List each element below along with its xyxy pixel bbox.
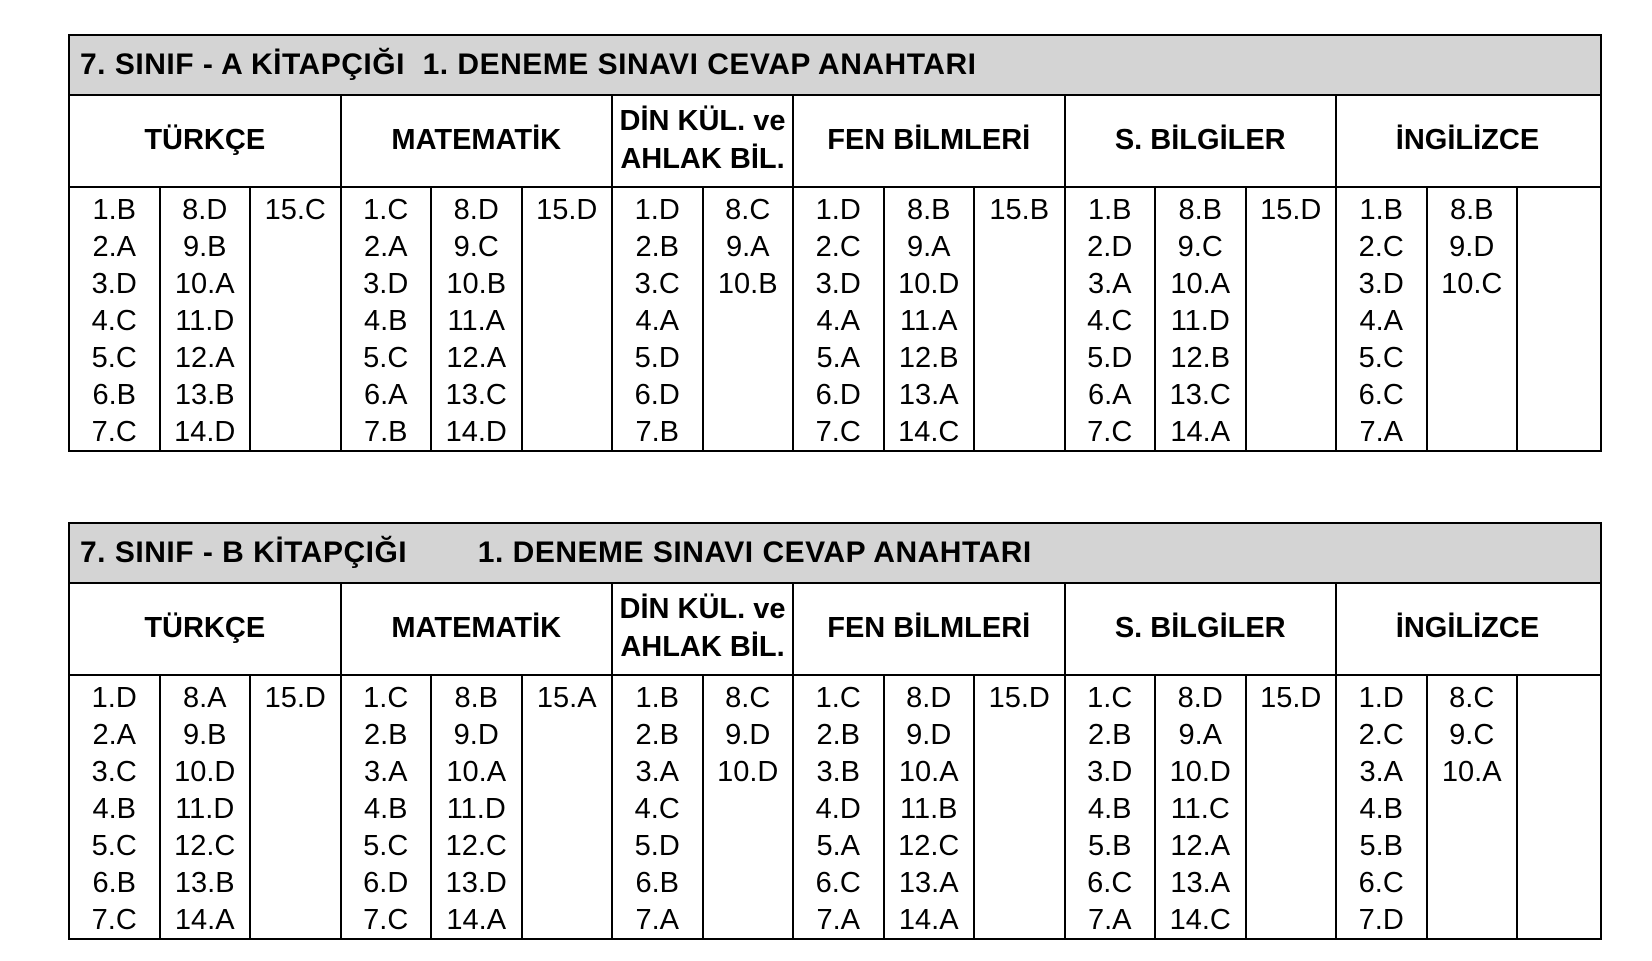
subject-header-fen-bilimleri: FEN BİLMLERİ [794,96,1066,186]
answer-cell: 15.D [988,682,1050,714]
answer-cell: 13.B [174,379,235,411]
answer-column-matematik-3 [523,188,614,450]
answer-cell: 15.C [264,194,326,226]
answer-cell: 6.C [1358,379,1404,411]
answer-column-turkce-1 [70,188,161,450]
answer-cell: 3.C [634,268,680,300]
answer-column-sosyal-bilgiler-3 [1247,188,1338,450]
answer-column-sosyal-bilgiler-2 [1156,676,1247,938]
answer-cell: 3.D [1087,756,1133,788]
answer-column-turkce-2 [161,188,252,450]
answer-cell: 10.D [717,756,779,788]
answer-cell: 8.D [1177,682,1223,714]
answer-cell: 12.A [174,342,235,374]
answer-column-turkce-2 [161,676,252,938]
answer-column-ingilizce-2 [1428,676,1519,938]
answer-cell: 3.A [635,756,680,788]
answer-cell: 5.D [634,342,680,374]
answer-cell: 8.B [906,194,951,226]
answer-cell: 4.B [1359,793,1404,825]
answer-column-matematik-3 [523,676,614,938]
answer-cell: 5.C [1358,342,1404,374]
subject-header-din-kulturu: DİN KÜL. ve AHLAK BİL. [613,584,794,674]
answer-cell: 6.A [363,379,408,411]
subject-header-row [70,96,1600,188]
answer-cell: 2.B [1087,719,1132,751]
answer-cell: 9.C [453,231,499,263]
answer-cell: 1.B [1087,194,1132,226]
answer-cell: 5.C [91,830,137,862]
answer-cell: 6.B [92,867,137,899]
table-title: 7. SINIF - A KİTAPÇIĞI 1. DENEME SINAVI CEVAP ANAHTARI [70,36,1600,96]
answer-cell: 4.A [1359,305,1404,337]
answer-cell: 7.B [363,416,408,448]
answer-cell: 5.C [363,342,409,374]
subject-header-sosyal-bilgiler: S. BİLGİLER [1066,584,1338,674]
answer-cell: 4.B [92,793,137,825]
answer-cell: 4.D [815,793,861,825]
subject-header-matematik: MATEMATİK [342,584,614,674]
answer-cell: 10.A [1170,268,1231,300]
answer-column-din-kulturu-1 [613,676,704,938]
answer-cell: 3.C [91,756,137,788]
answer-cell: 9.B [182,719,227,751]
answer-column-ingilizce-3 [1518,676,1598,938]
answer-column-matematik-1 [342,188,433,450]
answer-cell: 14.C [1169,904,1231,936]
answer-cell: 2.C [1358,719,1404,751]
answer-cell: 9.A [906,231,951,263]
answer-cell: 13.B [174,867,235,899]
answers-row [70,676,1600,938]
subject-header-din-kulturu: DİN KÜL. ve AHLAK BİL. [613,96,794,186]
subject-header-sosyal-bilgiler: S. BİLGİLER [1066,96,1338,186]
answer-cell: 13.A [1170,867,1231,899]
answer-cell: 8.D [453,194,499,226]
answer-cell: 5.C [363,830,409,862]
answer-cell: 2.B [635,719,680,751]
answer-cell: 2.C [1358,231,1404,263]
answer-cell: 12.C [445,830,507,862]
answer-column-matematik-2 [432,676,523,938]
answer-cell: 10.A [898,756,959,788]
answer-cell: 9.B [182,231,227,263]
answer-cell: 13.A [898,867,959,899]
answer-cell: 6.B [635,867,680,899]
answer-cell: 13.D [445,867,507,899]
answer-cell: 11.A [899,305,958,337]
answer-column-sosyal-bilgiler-1 [1066,676,1157,938]
answer-cell: 3.D [1358,268,1404,300]
answer-column-ingilizce-3 [1518,188,1598,450]
subject-header-row [70,584,1600,676]
answer-cell: 8.B [454,682,499,714]
answer-cell: 3.A [1359,756,1404,788]
answer-column-turkce-1 [70,676,161,938]
answer-cell: 10.A [1441,756,1502,788]
answer-cell: 1.B [1359,194,1404,226]
subject-header-ingilizce: İNGİLİZCE [1395,124,1540,157]
answer-cell: 10.B [446,268,507,300]
answer-cell: 9.D [453,719,499,751]
answer-cell: 13.A [898,379,959,411]
answer-cell: 11.A [447,305,505,337]
answer-cell: 5.B [1087,830,1132,862]
table-title: 7. SINIF - B KİTAPÇIĞI 1. DENEME SINAVI CEVAP ANAHTARI [70,524,1600,584]
answer-cell: 6.C [815,867,861,899]
answer-cell: 9.A [725,231,770,263]
answer-cell: 14.D [445,416,507,448]
answer-column-turkce-3 [251,676,342,938]
answer-cell: 6.A [1087,379,1132,411]
answer-column-din-kulturu-2 [704,676,795,938]
answer-cell: 8.C [1449,682,1495,714]
answer-cell: 7.A [1087,904,1132,936]
answer-cell: 9.D [906,719,952,751]
answer-cell: 9.C [1177,231,1223,263]
answer-cell: 15.A [536,682,597,714]
answer-cell: 1.C [1087,682,1133,714]
answer-cell: 10.D [1169,756,1231,788]
answer-column-turkce-3 [251,188,342,450]
answer-cell: 14.A [898,904,959,936]
answer-cell: 2.B [816,719,861,751]
answer-column-matematik-2 [432,188,523,450]
answer-cell: 5.A [816,830,861,862]
answer-cell: 12.C [898,830,960,862]
answer-column-ingilizce-1 [1337,676,1428,938]
answer-cell: 3.A [363,756,408,788]
answer-cell: 6.D [363,867,409,899]
answer-cell: 1.D [634,194,680,226]
answer-key-table-a [68,34,1602,452]
answer-cell: 8.A [182,682,227,714]
answer-cell: 15.D [536,194,598,226]
answer-cell: 2.D [1087,231,1133,263]
answer-cell: 7.A [635,904,680,936]
answer-cell: 11.D [1170,305,1230,337]
answer-cell: 1.C [815,682,861,714]
answer-cell: 7.C [363,904,409,936]
answer-cell: 1.D [91,682,137,714]
answer-column-fen-bilimleri-2 [885,188,976,450]
answer-cell: 14.D [174,416,236,448]
answer-column-sosyal-bilgiler-2 [1156,188,1247,450]
answer-cell: 9.D [725,719,771,751]
subject-header-matematik: MATEMATİK [342,96,614,186]
answer-cell: 3.A [1087,268,1132,300]
subject-header-turkce: TÜRKÇE [70,96,342,186]
answer-cell: 15.B [989,194,1050,226]
answer-cell: 14.C [898,416,960,448]
answer-cell: 9.D [1449,231,1495,263]
subject-header-turkce: TÜRKÇE [70,584,342,674]
answer-cell: 7.A [816,904,861,936]
subject-header-fen-bilimleri: FEN BİLMLERİ [794,584,1066,674]
answer-cell: 8.C [725,682,771,714]
answer-cell: 8.B [1178,194,1223,226]
answer-cell: 15.D [1260,194,1322,226]
answer-cell: 7.C [1087,416,1133,448]
answer-cell: 1.B [92,194,137,226]
answers-row [70,188,1600,450]
answer-cell: 12.A [446,342,507,374]
answer-cell: 14.A [1170,416,1231,448]
answer-key-table-b [68,522,1602,940]
answer-cell: 7.A [1359,416,1404,448]
answer-cell: 2.B [635,231,680,263]
answer-cell: 2.A [92,231,137,263]
answer-cell: 1.D [1358,682,1404,714]
answer-cell: 11.C [1170,793,1230,825]
answer-cell: 1.B [635,682,680,714]
answer-cell: 1.D [815,194,861,226]
answer-cell: 4.C [634,793,680,825]
answer-column-matematik-1 [342,676,433,938]
answer-cell: 4.B [363,305,408,337]
answer-cell: 11.D [446,793,506,825]
answer-cell: 6.C [1358,867,1404,899]
answer-column-fen-bilimleri-1 [794,676,885,938]
answer-cell: 3.D [815,268,861,300]
answer-cell: 9.A [1178,719,1223,751]
answer-cell: 6.B [92,379,137,411]
answer-cell: 12.A [1170,830,1231,862]
answer-cell: 11.D [175,305,235,337]
answer-cell: 6.D [634,379,680,411]
answer-cell: 5.D [1087,342,1133,374]
answer-cell: 4.A [816,305,861,337]
answer-cell: 2.A [92,719,137,751]
answer-cell: 12.B [898,342,959,374]
answer-cell: 1.C [363,682,409,714]
answer-cell: 10.C [1441,268,1503,300]
answer-cell: 5.A [816,342,861,374]
answer-cell: 7.B [635,416,680,448]
answer-cell: 8.C [725,194,771,226]
answer-column-sosyal-bilgiler-3 [1247,676,1338,938]
answer-cell: 10.D [174,756,236,788]
answer-column-din-kulturu-1 [613,188,704,450]
answer-cell: 3.B [816,756,861,788]
answer-cell: 5.D [634,830,680,862]
answer-cell: 14.A [446,904,507,936]
answer-cell: 7.C [815,416,861,448]
answer-cell: 5.C [91,342,137,374]
answer-cell: 10.D [898,268,960,300]
answer-cell: 7.C [91,904,137,936]
answer-cell: 2.C [815,231,861,263]
answer-cell: 13.C [1169,379,1231,411]
answer-cell: 1.C [363,194,409,226]
answer-column-din-kulturu-2 [704,188,795,450]
answer-cell: 15.D [1260,682,1322,714]
answer-column-fen-bilimleri-1 [794,188,885,450]
answer-cell: 7.D [1358,904,1404,936]
answer-column-ingilizce-2 [1428,188,1519,450]
answer-cell: 6.C [1087,867,1133,899]
answer-cell: 4.B [1087,793,1132,825]
answer-column-fen-bilimleri-3 [975,188,1066,450]
answer-cell: 6.D [815,379,861,411]
answer-cell: 13.C [445,379,507,411]
answer-column-fen-bilimleri-3 [975,676,1066,938]
answer-cell: 2.B [363,719,408,751]
answer-cell: 11.D [175,793,235,825]
answer-cell: 10.A [446,756,507,788]
answer-cell: 11.B [899,793,958,825]
answer-cell: 5.B [1359,830,1404,862]
answer-cell: 8.D [182,194,228,226]
answer-cell: 3.D [91,268,137,300]
answer-cell: 3.D [363,268,409,300]
answer-cell: 4.C [91,305,137,337]
answer-cell: 14.A [174,904,235,936]
answer-cell: 8.D [906,682,952,714]
answer-cell: 12.B [1170,342,1231,374]
answer-column-sosyal-bilgiler-1 [1066,188,1157,450]
answer-cell: 12.C [174,830,236,862]
answer-cell: 9.C [1449,719,1495,751]
answer-cell: 10.A [174,268,235,300]
answer-cell: 15.D [264,682,326,714]
answer-cell: 4.C [1087,305,1133,337]
answer-cell: 7.C [91,416,137,448]
answer-cell: 4.B [363,793,408,825]
answer-cell: 10.B [717,268,778,300]
answer-cell: 8.B [1449,194,1494,226]
subject-header-ingilizce: İNGİLİZCE [1395,612,1540,645]
answer-cell: 2.A [363,231,408,263]
answer-cell: 4.A [635,305,680,337]
answer-column-ingilizce-1 [1337,188,1428,450]
answer-column-fen-bilimleri-2 [885,676,976,938]
